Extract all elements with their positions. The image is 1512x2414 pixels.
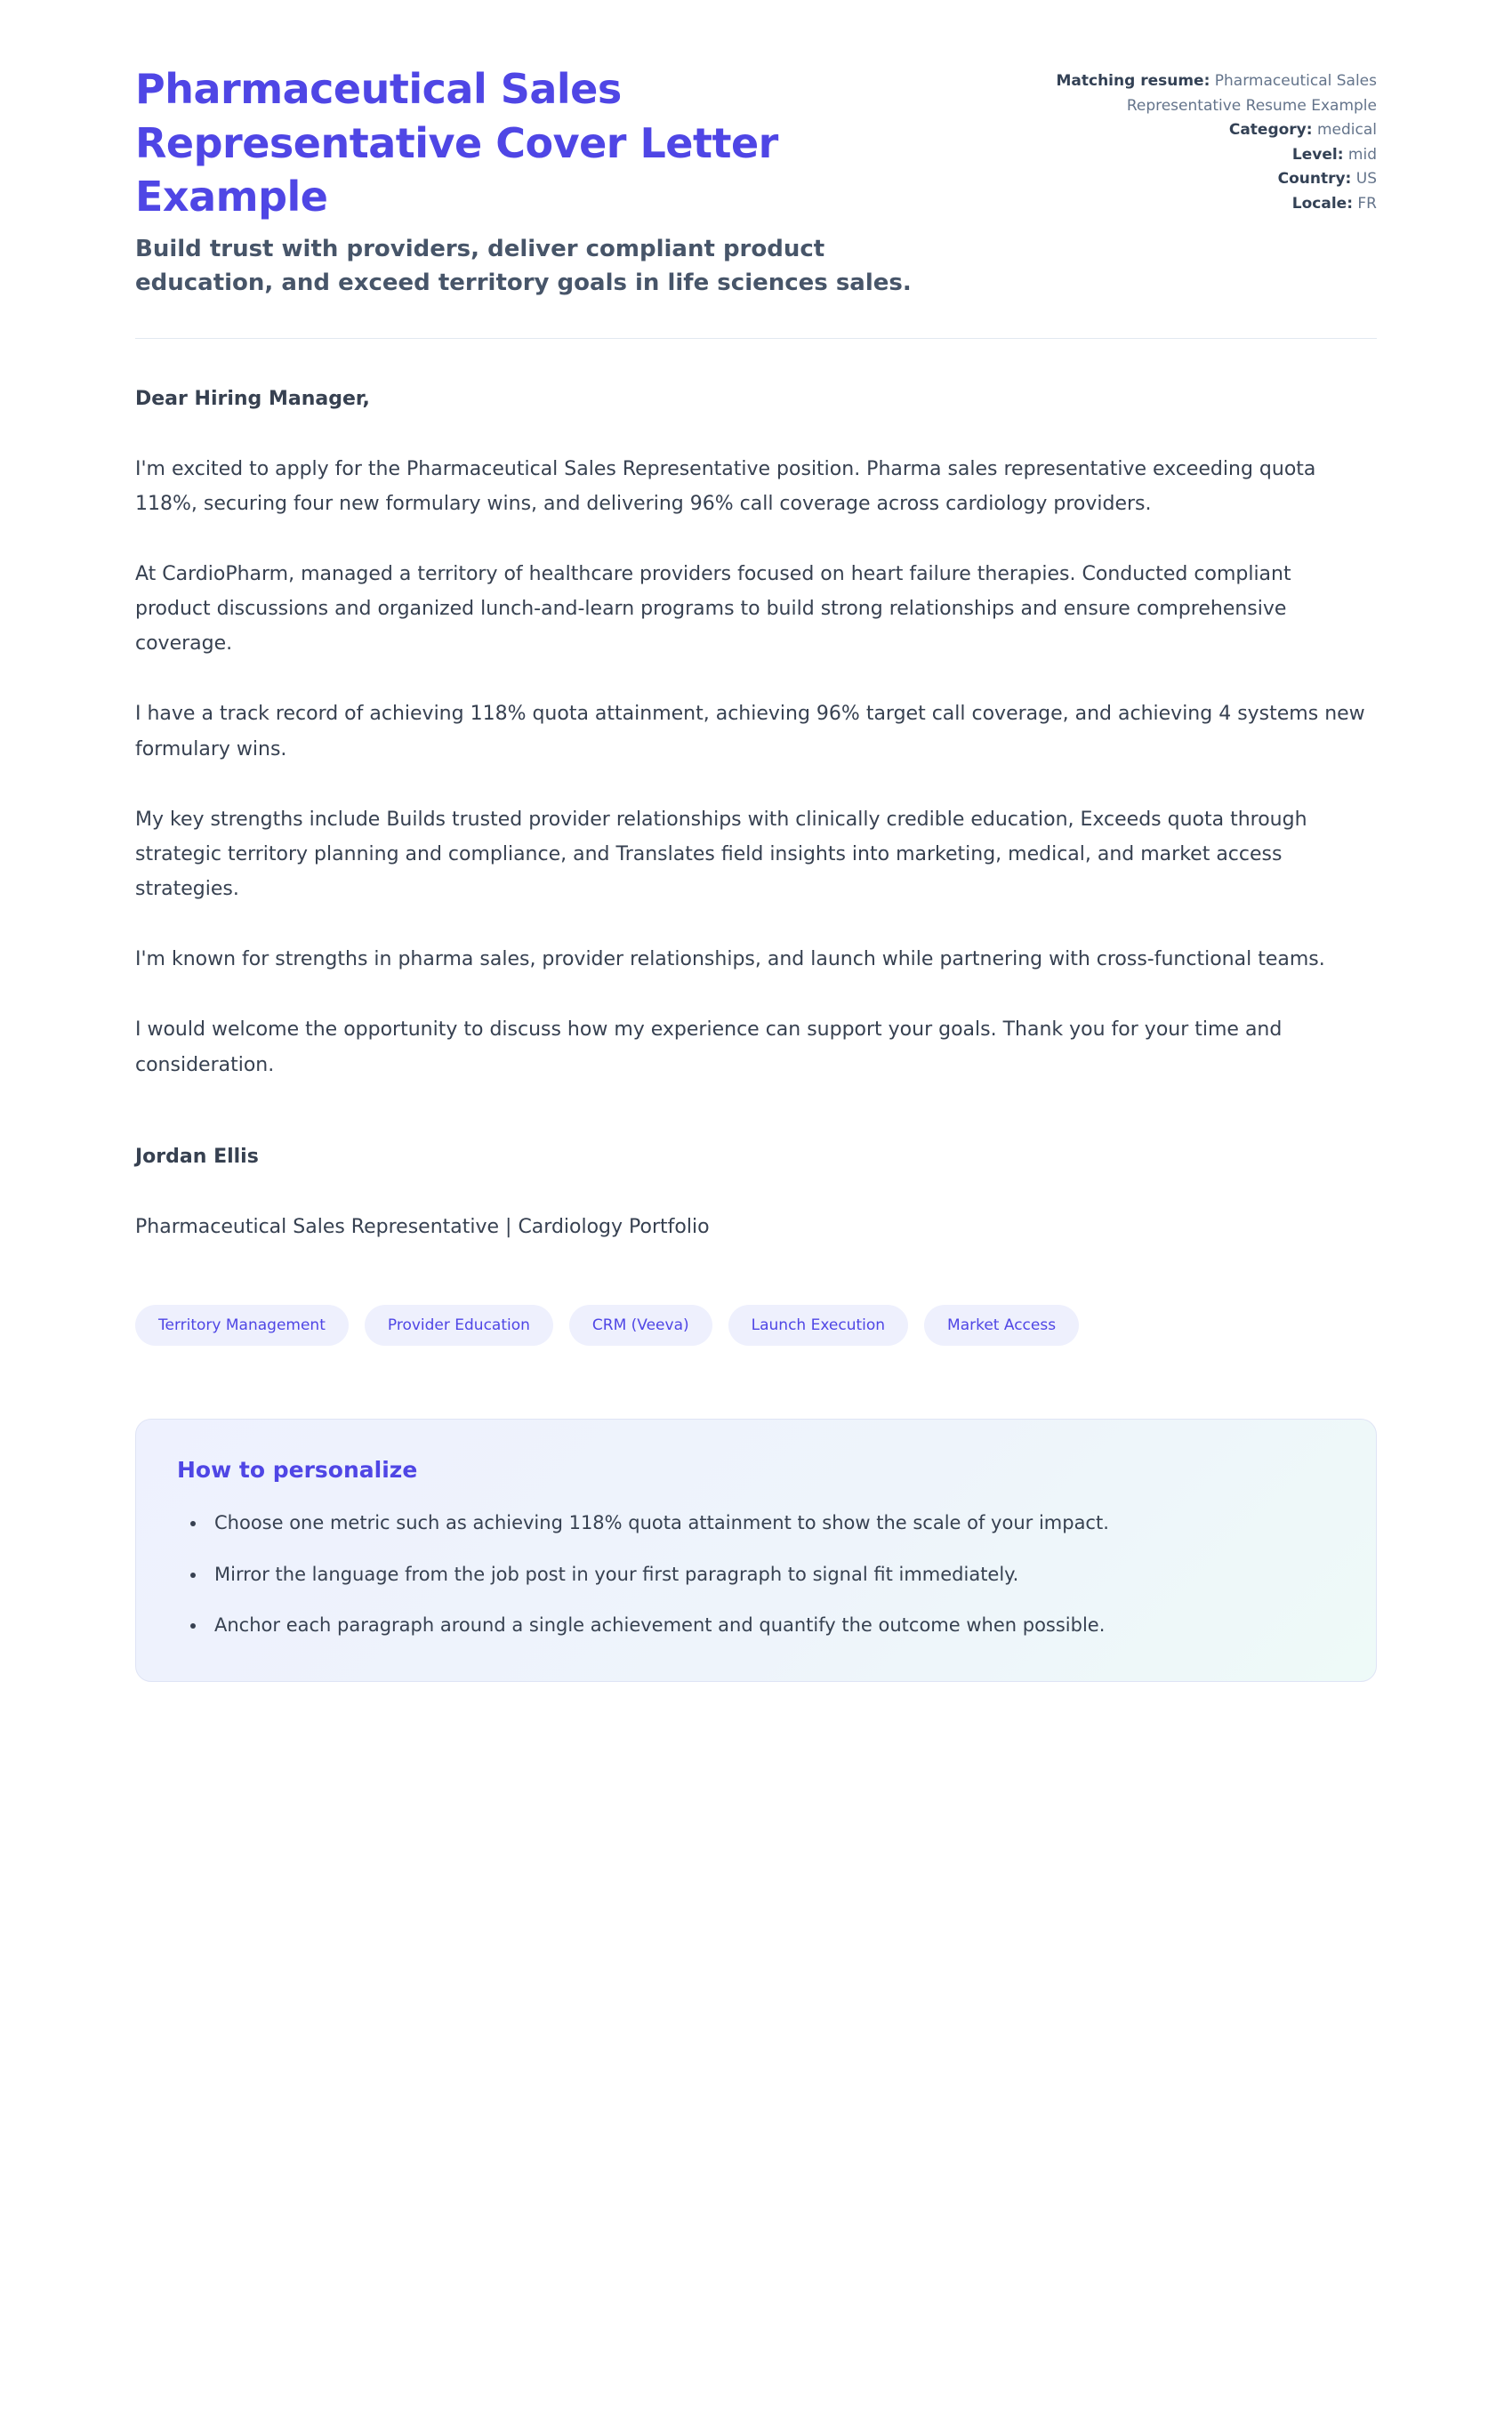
- letter-salutation: Dear Hiring Manager,: [135, 387, 370, 410]
- personalize-tip-list: [177, 1508, 1335, 1642]
- meta-locale: [989, 192, 1377, 217]
- skill-tag-list: [135, 1305, 1377, 1346]
- signature-role: Pharmaceutical Sales Representative | Cardiology Portfolio: [135, 1215, 710, 1238]
- letter-paragraph: I'm known for strengths in pharma sales, provider relationships, and launch while partnering with cross-functional teams.: [135, 948, 1325, 971]
- meta-locale-label: Locale:: [1291, 194, 1353, 213]
- header-text-block: [135, 62, 953, 301]
- document-header: [135, 62, 1377, 301]
- meta-locale-value: FR: [1357, 194, 1377, 213]
- skill-tag[interactable]: Launch Execution: [728, 1305, 908, 1346]
- personalize-card: [135, 1419, 1377, 1682]
- page-title: Pharmaceutical Sales Representative Cover Letter Example: [135, 65, 778, 221]
- personalize-card-title: How to personalize: [177, 1457, 418, 1484]
- meta-category: [989, 118, 1377, 143]
- meta-country-label: Country:: [1277, 170, 1352, 189]
- signature-name: Jordan Ellis: [135, 1145, 259, 1168]
- letter-paragraph: My key strengths include Builds trusted provider relationships with clinically credible education, Exceeds quota through strategic territory planning and compliance, and Translates field insights into marketing, medical, and market access strategies.: [135, 808, 1307, 901]
- skill-tag[interactable]: Provider Education: [365, 1305, 553, 1346]
- letter-paragraph: I'm excited to apply for the Pharmaceutical Sales Representative position. Pharma sales representative exceeding quota 118%, securing four new formulary wins, and delivering 96% call coverage across cardiology providers.: [135, 457, 1316, 515]
- skill-tag[interactable]: Market Access: [924, 1305, 1079, 1346]
- meta-matching-resume-label: Matching resume:: [1056, 72, 1210, 90]
- skill-tag[interactable]: Territory Management: [135, 1305, 349, 1346]
- header-divider: [135, 338, 1377, 339]
- meta-level-value: mid: [1347, 145, 1377, 164]
- letter-paragraph: At CardioPharm, managed a territory of healthcare providers focused on heart failure therapies. Conducted compliant product discussions and organized lunch-and-learn programs to build strong relationships and ensure comprehensive coverage.: [135, 563, 1291, 656]
- document-meta: [989, 62, 1377, 216]
- personalize-tip-item: • Choose one metric such as achieving 118% quota attainment to show the scale of your impact.: [207, 1508, 1335, 1540]
- meta-category-label: Category:: [1228, 121, 1313, 140]
- meta-country: [989, 167, 1377, 192]
- personalize-tip-item: • Mirror the language from the job post in your first paragraph to signal fit immediately.: [207, 1559, 1335, 1591]
- skill-tag[interactable]: CRM (Veeva): [569, 1305, 712, 1346]
- letter-paragraph: I have a track record of achieving 118% quota attainment, achieving 96% target call coverage, and achieving 4 systems new formulary wins.: [135, 703, 1365, 760]
- page-subtitle: Build trust with providers, deliver compliant product education, and exceed territory goals in life sciences sales.: [135, 236, 912, 296]
- meta-country-value: US: [1355, 170, 1377, 189]
- letter-signature: [135, 1139, 1377, 1244]
- meta-matching-resume-value: Pharmaceutical Sales Representative Resume Example: [1126, 72, 1377, 115]
- letter-paragraph: I would welcome the opportunity to discuss how my experience can support your goals. Thank you for your time and consideration.: [135, 1018, 1283, 1076]
- meta-level: [989, 143, 1377, 168]
- meta-category-value: medical: [1316, 121, 1377, 140]
- meta-matching-resume: [989, 69, 1377, 118]
- personalize-tip-item: • Anchor each paragraph around a single achievement and quantify the outcome when possible.: [207, 1610, 1335, 1642]
- letter-body: [135, 382, 1377, 1245]
- meta-level-label: Level:: [1291, 145, 1344, 164]
